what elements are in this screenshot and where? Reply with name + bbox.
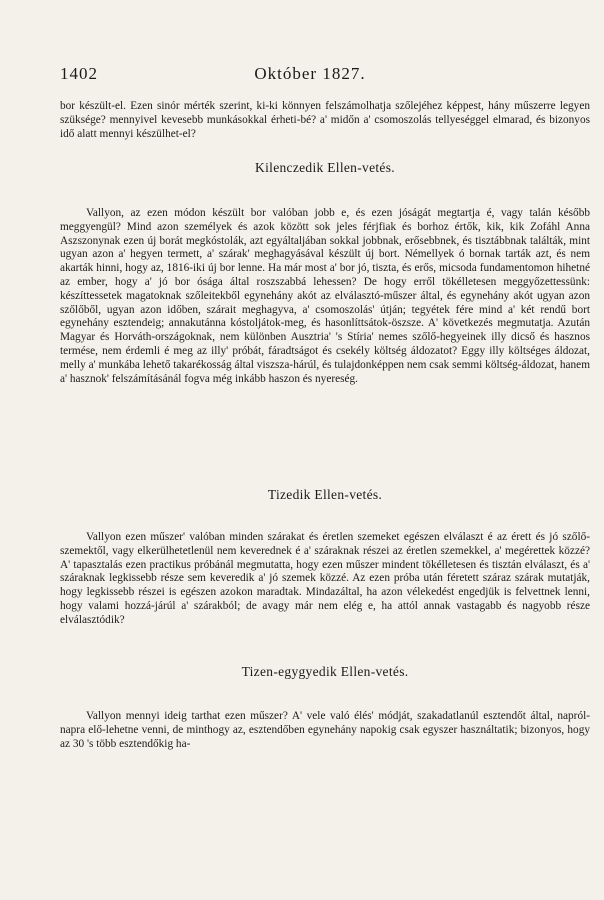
- section-10-body: [60, 531, 590, 628]
- page-header: [60, 64, 560, 86]
- intro-paragraph-block: [60, 100, 590, 141]
- section-9-body: [60, 207, 590, 386]
- section-9-paragraph: Vallyon, az ezen módon készült bor valóban jobb e, és ezen jóságát megtartja é, vagy talán később meggyengül? Mind azon személyek és azok között sok jeles férjfiak és borhoz értők, kik, kik Zofáhl Anna Aszszonynak ezen új borát megkóstolák, azt egyáltaljában sokkal jobbnak, erősebbnek, és tisztábbnak találták, mint ugyan azon a' hegyen termett, a' szárak' meghagyásával készült új bort. Némellyek ó bornak tarták azt, és nem akarták hinni, hogy az, 1816-iki új bor lenne. Ha már most a' bor jó, tiszta, és erős, micsoda fundamentomon hihetné az ember, hogy a' jó bor ósága által roszszabbá lehessen? De hogy erről tökélletesen meggyőzettessünk: készíttessetek magatoknak szőleitekből egynehány akót az elválasztó-műszer által, és egynehány akót ugyan azon szőlőből, ugyan azon időben, szárait meghagyva, a' csomoszolás' útján; tegyétek fére mind a' két rendű bort egynehány esztendeig; annakutánna kóstoljátok-meg, és hasonlíttsátok-öszsze. A' következés megmutatja. Azután Magyar és Horváth-országoknak, nem különben Ausztria' 's Stíria' nemes szőlő-hegyeinek illy dicső és hasznos termése, nem érdemli é meg az illy' próbát, fáradtságot és csekély költség áldozatot? Eggy illy költséges áldozat, melly a' munkába lehető takarékosság által viszsza-hárúl, és tulajdonképpen nem csak semmi költség-áldozat, hanem a' hasznok' felszámításánál fogva még inkább haszon és nyereség.: [60, 207, 590, 385]
- section-title-10: Tizedik Ellen-vetés.: [267, 487, 383, 502]
- section-title-9: Kilenczedik Ellen-vetés.: [255, 160, 395, 175]
- section-title-11: Tizen-egygyedik Ellen-vetés.: [241, 664, 409, 679]
- page-number: 1402: [60, 64, 98, 83]
- intro-paragraph: bor készült-el. Ezen sinór mérték szerint, ki-ki könnyen felszámolhatja szőlejéhez képpest, hány műszerre legyen szüksége? mennyivel kevesebb munkásokkal érheti-bé? a' midőn a' csomoszolás tellyeséggel elmarad, és bizonyos idő alatt mennyi készülhet-el?: [60, 100, 590, 140]
- section-11-body: [60, 710, 590, 751]
- section-10-paragraph: Vallyon ezen műszer' valóban minden szárakat és éretlen szemeket egészen elválaszt é az érett és jó szőlő-szemektől, vagy elkerülhetetlenül nem keverednek é a' száraknak részei az éretlen szemekkel, a' megérettek közzé? A' tapasztalás ezen practikus próbánál megmutatta, hogy ezen műszer mindent tökélletesen és tisztán elválaszt, és a' száraknak legkissebb része sem keveredik a' jó szemek közzé. Az ezen próba után féretett száraz szárak mutatják, hogy legkissebb részei is egészen azokon maradtak. Mindazáltal, ha azon vélekedést engedjük is felvettnek lenni, hogy valami hozzá-járúl a' szárakból; de avagy már nem elég e, ha attól annak vastagabb és nagyobb része elválasztódik?: [60, 531, 590, 626]
- running-title: Október 1827.: [254, 64, 366, 83]
- section-11-paragraph: Vallyon mennyi ideig tarthat ezen műszer? A' vele való élés' módját, szakadatlanúl esztendőt által, napról-napra elő-lehetne venni, de minthogy az, esztendőben egynehány napokig csak egyszer használtatik; bizonyos, hogy az 30 's több esztendőkig ha-: [60, 710, 590, 750]
